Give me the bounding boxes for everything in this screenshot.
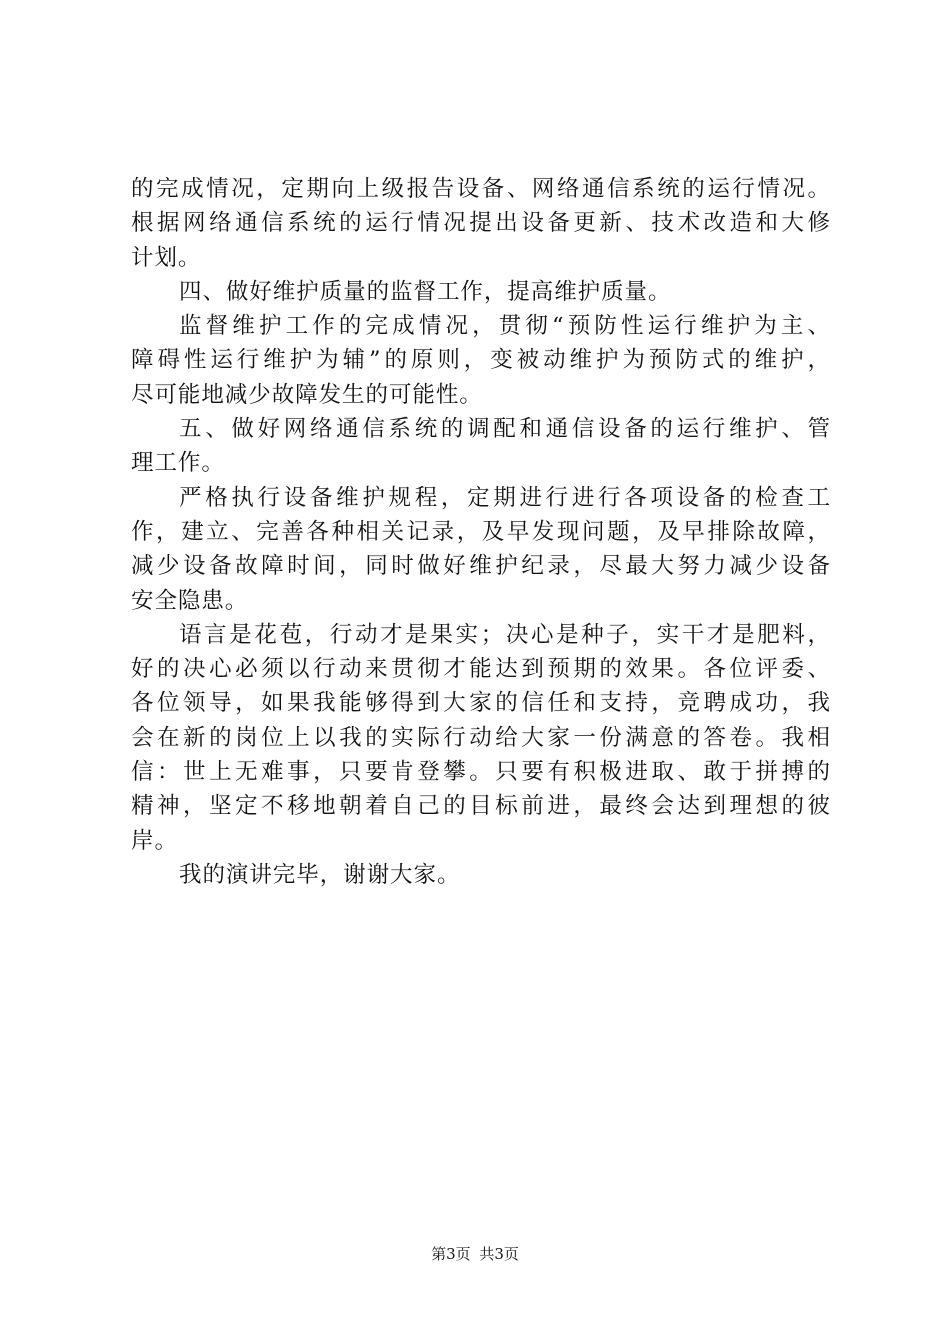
- closing-line: 我的演讲完毕，谢谢大家。: [179, 861, 461, 888]
- page-footer: [0, 1243, 950, 1265]
- text-line: 计划。: [131, 244, 202, 271]
- text-line: 岸。: [131, 827, 178, 854]
- text-line: 作，建立、完善各种相关记录，及早发现问题，及早排除故障，: [131, 518, 831, 545]
- text-line: 会在新的岗位上以我的实际行动给大家一份满意的答卷。我相: [131, 724, 831, 751]
- document-body: [131, 172, 831, 892]
- text-line: 尽可能地减少故障发生的可能性。: [131, 381, 483, 408]
- text-line: 的完成情况，定期向上级报告设备、网络通信系统的运行情况。: [131, 176, 831, 202]
- section-heading: 理工作。: [131, 450, 225, 477]
- section-heading: 四、做好维护质量的监督工作，提高维护质量。: [179, 278, 672, 305]
- text-line: 各位领导，如果我能够得到大家的信任和支持，竞聘成功，我: [131, 690, 831, 717]
- page-total: 共3页: [479, 1245, 519, 1263]
- text-line: 信：世上无难事，只要肯登攀。只要有积极进取、敢于拼搏的: [131, 759, 831, 786]
- text-line: 好的决心必须以行动来贯彻才能达到预期的效果。各位评委、: [131, 656, 831, 683]
- text-line: 障碍性运行维护为辅”的原则，变被动维护为预防式的维护，: [131, 347, 831, 374]
- text-line: 精神，坚定不移地朝着自己的目标前进，最终会达到理想的彼: [131, 793, 831, 820]
- text-line: 安全隐患。: [131, 587, 249, 614]
- text-line: 减少设备故障时间，同时做好维护纪录，尽最大努力减少设备: [131, 553, 831, 580]
- page-number: 第3页: [431, 1245, 471, 1263]
- text-line: 根据网络通信系统的运行情况提出设备更新、技术改造和大修: [131, 210, 831, 237]
- section-heading: 五、做好网络通信系统的调配和通信设备的运行维护、管: [179, 416, 831, 443]
- text-line: 监督维护工作的完成情况，贯彻“预防性运行维护为主、: [179, 313, 831, 340]
- text-line: 语言是花苞，行动才是果实；决心是种子，实干才是肥料，: [179, 621, 831, 648]
- text-line: 严格执行设备维护规程，定期进行进行各项设备的检查工: [179, 484, 831, 511]
